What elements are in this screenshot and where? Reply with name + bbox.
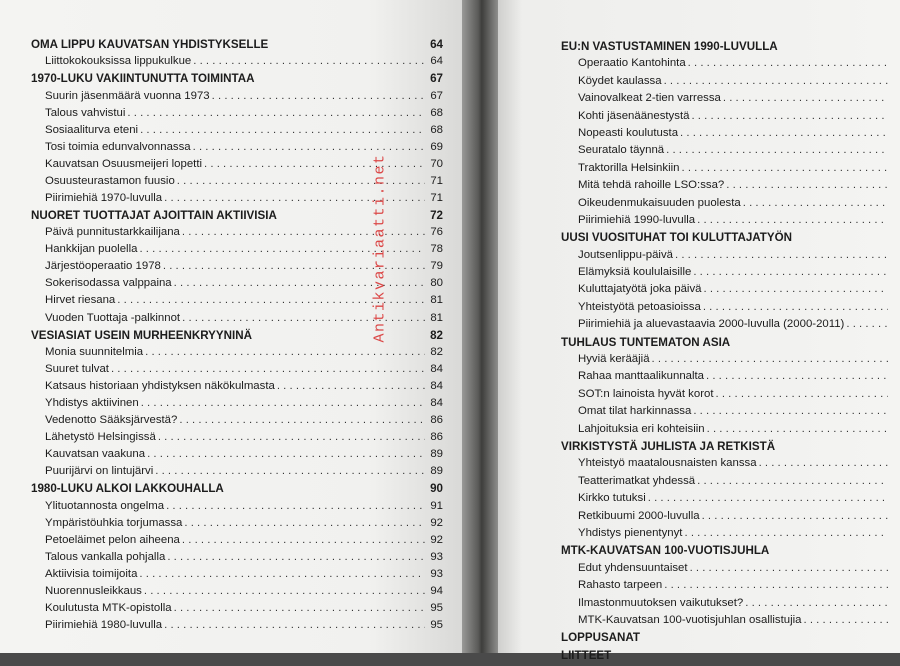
toc-chapter-heading bbox=[561, 544, 900, 561]
toc-page-number: 71 bbox=[430, 191, 443, 204]
dot-leader bbox=[164, 500, 425, 512]
toc-entry-title: Monia suunnitelmia bbox=[45, 345, 144, 358]
dot-leader bbox=[741, 197, 888, 209]
toc-entry-title: Järjestöoperaatio 1978 bbox=[45, 260, 161, 273]
toc-entry-title: Talous vahvistui bbox=[45, 106, 126, 119]
dot-leader bbox=[704, 370, 888, 382]
dot-leader bbox=[662, 75, 888, 87]
toc-entry-title: Vainovalkeat 2-tien varressa bbox=[578, 92, 721, 105]
toc-entry-title: Kirkko tutuksi bbox=[578, 492, 646, 505]
dot-leader bbox=[172, 602, 425, 614]
dot-leader bbox=[701, 283, 888, 295]
toc-page-number: 95 bbox=[430, 601, 443, 614]
toc-entry bbox=[561, 597, 900, 614]
toc-page-number: 64 bbox=[430, 38, 443, 51]
toc-entry bbox=[561, 318, 900, 335]
toc-entry-title: Omat tilat harkinnassa bbox=[578, 405, 692, 418]
toc-entry-title: Suurin jäsenmäärä vuonna 1973 bbox=[45, 89, 210, 102]
book-gutter bbox=[462, 0, 498, 653]
toc-entry-title: Operaatio Kantohinta bbox=[578, 57, 686, 70]
toc-entry-title: Köydet kaulassa bbox=[578, 74, 662, 87]
dot-leader bbox=[664, 144, 888, 156]
toc-entry-title: Traktorilla Helsinkiin bbox=[578, 161, 680, 174]
toc-entry-title: SOT:n lainoista hyvät korot bbox=[578, 387, 714, 400]
toc-entry-title: Ilmastonmuutoksen vaikutukset? bbox=[578, 596, 744, 609]
toc-entry bbox=[561, 562, 900, 579]
dot-leader bbox=[673, 249, 888, 261]
toc-entry-title: MTK-KAUVATSAN 100-VUOTISJUHLA bbox=[561, 544, 770, 558]
dot-leader bbox=[691, 266, 888, 278]
toc-entry-title: Koulutusta MTK-opistolla bbox=[45, 601, 172, 614]
toc-entry-title: Puurijärvi on lintujärvi bbox=[45, 465, 154, 478]
dot-leader bbox=[705, 423, 888, 435]
toc-entry bbox=[31, 585, 443, 602]
dot-leader bbox=[724, 179, 888, 191]
dot-leader bbox=[695, 475, 888, 487]
toc-entry-title: Piirimiehiä 1980-luvulla bbox=[45, 618, 163, 631]
toc-page-number: 86 bbox=[430, 414, 443, 427]
toc-entry bbox=[31, 517, 443, 534]
dot-leader bbox=[802, 614, 889, 626]
toc-page-number: 95 bbox=[430, 618, 443, 631]
dot-leader bbox=[142, 585, 425, 597]
dot-leader bbox=[701, 301, 888, 313]
toc-entry-title: Aktiivisia toimijoita bbox=[45, 567, 138, 580]
dot-leader bbox=[721, 92, 888, 104]
dot-leader bbox=[138, 124, 425, 136]
toc-entry bbox=[31, 346, 443, 363]
dot-leader bbox=[180, 534, 425, 546]
toc-entry-title: Oikeudenmukaisuuden puolesta bbox=[578, 196, 741, 209]
toc-entry bbox=[561, 127, 900, 144]
toc-entry-title: Ympäristöuhkia torjumassa bbox=[45, 516, 183, 529]
toc-page-number: 68 bbox=[430, 106, 443, 119]
toc-entry-title: NUORET TUOTTAJAT AJOITTAIN AKTIIVISIA bbox=[31, 208, 277, 222]
toc-entry bbox=[561, 110, 900, 127]
dot-leader bbox=[139, 397, 425, 409]
toc-entry bbox=[31, 124, 443, 141]
toc-page-number: 82 bbox=[430, 345, 443, 358]
toc-page-number: 82 bbox=[430, 328, 443, 342]
dot-leader bbox=[156, 431, 425, 443]
toc-entry bbox=[561, 457, 900, 474]
toc-entry bbox=[31, 568, 443, 585]
toc-entry bbox=[31, 465, 443, 482]
toc-page-number: 84 bbox=[430, 379, 443, 392]
toc-entry-title: Piirimiehiä 1970-luvulla bbox=[45, 191, 163, 204]
toc-entry-title: Teatterimatkat yhdessä bbox=[578, 474, 696, 487]
toc-entry bbox=[561, 92, 900, 109]
dot-leader bbox=[202, 158, 425, 170]
toc-entry-title: Petoeläimet pelon aiheena bbox=[45, 533, 180, 546]
toc-entry-title: Piirimiehiä ja aluevastaavia 2000-luvulla (2000-2011) bbox=[578, 318, 845, 331]
toc-entry-title: Hankkijan puolella bbox=[45, 243, 138, 256]
toc-entry bbox=[561, 179, 900, 196]
toc-page-number: 93 bbox=[430, 550, 443, 563]
right-table-of-contents bbox=[561, 40, 900, 666]
toc-entry-title: Ylituotannosta ongelma bbox=[45, 499, 165, 512]
toc-entry-title: Sosiaaliturva eteni bbox=[45, 123, 139, 136]
toc-entry-title: UUSI VUOSITUHAT TOI KULUTTAJATYÖN bbox=[561, 231, 793, 245]
toc-entry-title: Lähetystö Helsingissä bbox=[45, 431, 156, 444]
toc-entry-title: Mitä tehdä rahoille LSO:ssa? bbox=[578, 179, 725, 192]
dot-leader bbox=[143, 346, 425, 358]
toc-entry bbox=[561, 283, 900, 300]
dot-leader bbox=[650, 353, 888, 365]
toc-entry-title: LIITTEET bbox=[561, 648, 612, 662]
dot-leader bbox=[682, 527, 888, 539]
dot-leader bbox=[678, 127, 888, 139]
toc-entry bbox=[31, 107, 443, 124]
toc-entry bbox=[31, 90, 443, 107]
dot-leader bbox=[191, 141, 425, 153]
toc-entry bbox=[561, 214, 900, 231]
toc-entry bbox=[561, 370, 900, 387]
dot-leader bbox=[757, 457, 888, 469]
toc-entry bbox=[31, 619, 443, 636]
toc-entry-title: Nopeasti koulutusta bbox=[578, 126, 679, 139]
toc-entry-title: Kuluttajatyötä joka päivä bbox=[578, 283, 702, 296]
toc-entry-title: Seuratalo täynnä bbox=[578, 144, 665, 157]
toc-chapter-heading bbox=[561, 40, 900, 57]
toc-entry bbox=[561, 423, 900, 440]
dot-leader bbox=[688, 562, 888, 574]
toc-entry bbox=[31, 380, 443, 397]
toc-entry-title: EU:N VASTUSTAMINEN 1990-LUVULLA bbox=[561, 40, 778, 53]
dot-leader bbox=[153, 465, 425, 477]
toc-entry-title: Kohti jäsenäänestystä bbox=[578, 109, 690, 122]
toc-entry bbox=[31, 55, 443, 72]
toc-entry-title: Piirimiehiä 1990-luvulla bbox=[578, 213, 696, 226]
toc-entry-title: Päivä punnitustarkkailijana bbox=[45, 226, 180, 239]
toc-entry-title: LOPPUSANAT bbox=[561, 631, 641, 645]
toc-entry-title: Talous vankalla pohjalla bbox=[45, 550, 166, 563]
dot-leader bbox=[700, 510, 888, 522]
dot-leader bbox=[109, 363, 425, 375]
dot-leader bbox=[714, 388, 889, 400]
dot-leader bbox=[177, 414, 425, 426]
toc-entry-title: Joutsenlippu-päivä bbox=[578, 248, 673, 261]
toc-page-number: 92 bbox=[430, 533, 443, 546]
toc-entry-title: Nuorennusleikkaus bbox=[45, 584, 142, 597]
toc-entry-title: VIRKISTYSTÄ JUHLISTA JA RETKISTÄ bbox=[561, 439, 776, 453]
toc-entry-title: Liittokokouksissa lippukulkue bbox=[45, 55, 192, 68]
toc-entry-title: 1970-LUKU VAKIINTUNUTTA TOIMINTAA bbox=[31, 72, 255, 86]
toc-entry-title: Retkibuumi 2000-luvulla bbox=[578, 509, 700, 522]
toc-entry bbox=[561, 75, 900, 92]
toc-entry bbox=[561, 353, 900, 370]
dot-leader bbox=[662, 579, 888, 591]
toc-chapter-heading bbox=[561, 649, 900, 666]
toc-entry bbox=[561, 579, 900, 596]
toc-entry-title: Yhteistyötä petoasioissa bbox=[578, 300, 701, 313]
dot-leader bbox=[680, 162, 889, 174]
toc-entry-title: Katsaus historiaan yhdistyksen näkökulmasta bbox=[45, 379, 275, 392]
toc-entry-title: Vedenotto Sääksjärvestä? bbox=[45, 414, 178, 427]
toc-entry-title: 1980-LUKU ALKOI LAKKOUHALLA bbox=[31, 482, 224, 496]
toc-page-number: 84 bbox=[430, 396, 443, 409]
toc-entry-title: MTK-Kauvatsan 100-vuotisjuhlan osallistujia bbox=[578, 613, 802, 626]
toc-entry-title: Yhdistys aktiivinen bbox=[45, 396, 139, 409]
toc-page-number: 67 bbox=[430, 72, 443, 86]
toc-entry-title: OMA LIPPU KAUVATSAN YHDISTYKSELLE bbox=[31, 38, 269, 51]
toc-entry-title: Lahjoituksia eri kohteisiin bbox=[578, 422, 705, 435]
toc-page-number: 78 bbox=[430, 243, 443, 256]
dot-leader bbox=[695, 214, 888, 226]
toc-chapter-heading bbox=[561, 631, 900, 648]
toc-entry bbox=[561, 388, 900, 405]
toc-entry bbox=[31, 363, 443, 380]
toc-entry bbox=[561, 162, 900, 179]
dot-leader bbox=[691, 405, 888, 417]
toc-entry-title: Edut yhdensuuntaiset bbox=[578, 561, 688, 574]
dot-leader bbox=[145, 448, 425, 460]
dot-leader bbox=[165, 551, 425, 563]
toc-entry bbox=[31, 500, 443, 517]
dot-leader bbox=[844, 318, 888, 330]
toc-page-number: 91 bbox=[430, 499, 443, 512]
toc-page-number: 84 bbox=[430, 362, 443, 375]
dot-leader bbox=[646, 492, 888, 504]
dot-leader bbox=[182, 517, 425, 529]
toc-entry bbox=[31, 431, 443, 448]
toc-entry bbox=[561, 249, 900, 266]
toc-chapter-heading bbox=[561, 231, 900, 248]
toc-page-number: 93 bbox=[430, 567, 443, 580]
toc-entry bbox=[31, 414, 443, 431]
toc-entry-title: Hirvet riesana bbox=[45, 294, 116, 307]
toc-entry-title: Kauvatsan Osuusmeijeri lopetti bbox=[45, 157, 203, 170]
toc-entry bbox=[561, 614, 900, 631]
toc-entry-title: TUHLAUS TUNTEMATON ASIA bbox=[561, 335, 731, 349]
toc-page-number: 72 bbox=[430, 208, 443, 222]
watermark-text: Antikvariaatti.net bbox=[371, 153, 389, 343]
dot-leader bbox=[137, 568, 425, 580]
toc-entry-title: VESIASIAT USEIN MURHEENKRYYNINÄ bbox=[31, 328, 252, 342]
toc-chapter-heading bbox=[31, 72, 443, 89]
toc-page-number: 80 bbox=[430, 277, 443, 290]
toc-entry-title: Kauvatsan vaakuna bbox=[45, 448, 146, 461]
toc-page-number: 94 bbox=[430, 584, 443, 597]
toc-chapter-heading bbox=[31, 482, 443, 499]
dot-leader bbox=[210, 90, 425, 102]
toc-entry-title: Hyviä kerääjiä bbox=[578, 353, 650, 366]
toc-entry bbox=[561, 527, 900, 544]
dot-leader bbox=[743, 597, 888, 609]
toc-page-number: 81 bbox=[430, 311, 443, 324]
toc-entry bbox=[31, 602, 443, 619]
toc-page-number: 90 bbox=[430, 482, 443, 496]
toc-entry bbox=[561, 57, 900, 74]
toc-entry bbox=[561, 405, 900, 422]
toc-page-number: 89 bbox=[430, 448, 443, 461]
toc-chapter-heading bbox=[31, 38, 443, 55]
toc-entry-title: Rahaa manttaalikunnalta bbox=[578, 370, 705, 383]
dot-leader bbox=[686, 57, 888, 69]
toc-entry bbox=[561, 510, 900, 527]
toc-page-number: 92 bbox=[430, 516, 443, 529]
toc-entry-title: Yhdistys pienentynyt bbox=[578, 526, 683, 539]
toc-page-number: 71 bbox=[430, 174, 443, 187]
toc-page-number: 70 bbox=[430, 157, 443, 170]
dot-leader bbox=[275, 380, 425, 392]
toc-page-number: 68 bbox=[430, 123, 443, 136]
toc-entry-title: Vuoden Tuottaja -palkinnot bbox=[45, 311, 181, 324]
toc-entry bbox=[31, 448, 443, 465]
toc-page-number: 76 bbox=[430, 226, 443, 239]
toc-entry-title: Sokerisodassa valppaina bbox=[45, 277, 172, 290]
toc-page-number: 79 bbox=[430, 260, 443, 273]
toc-entry-title: Yhteistyö maatalousnaisten kanssa bbox=[578, 457, 757, 470]
toc-chapter-heading bbox=[561, 440, 900, 457]
toc-page-number: 69 bbox=[430, 140, 443, 153]
toc-entry bbox=[561, 301, 900, 318]
toc-page-number: 89 bbox=[430, 465, 443, 478]
dot-leader bbox=[125, 107, 425, 119]
toc-page-number: 64 bbox=[430, 55, 443, 68]
toc-page-number: 86 bbox=[430, 431, 443, 444]
toc-entry-title: Elämyksiä koululaisille bbox=[578, 266, 692, 279]
toc-chapter-heading bbox=[561, 336, 900, 353]
toc-entry-title: Osuusteurastamon fuusio bbox=[45, 174, 175, 187]
toc-page-number: 81 bbox=[430, 294, 443, 307]
toc-entry bbox=[31, 534, 443, 551]
dot-leader bbox=[191, 55, 425, 67]
toc-entry bbox=[561, 475, 900, 492]
toc-entry bbox=[31, 551, 443, 568]
dot-leader bbox=[689, 110, 888, 122]
toc-entry bbox=[561, 197, 900, 214]
toc-entry bbox=[561, 144, 900, 161]
toc-page-number: 67 bbox=[430, 89, 443, 102]
toc-entry-title: Rahasto tarpeen bbox=[578, 579, 663, 592]
toc-entry-title: Tosi toimia edunvalvonnassa bbox=[45, 140, 191, 153]
toc-entry-title: Suuret tulvat bbox=[45, 362, 109, 375]
toc-entry bbox=[561, 266, 900, 283]
toc-entry bbox=[31, 397, 443, 414]
toc-entry bbox=[561, 492, 900, 509]
dot-leader bbox=[162, 619, 425, 631]
